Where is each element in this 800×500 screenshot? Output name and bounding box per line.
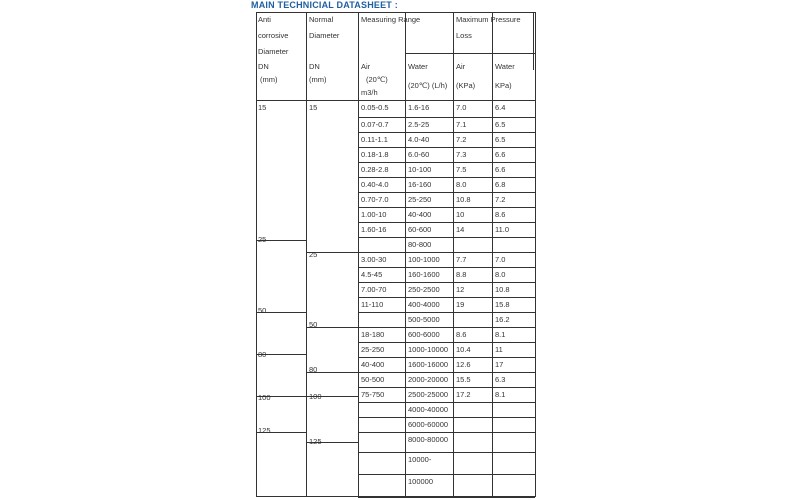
- air-range-cell: 50-500: [361, 375, 385, 384]
- row-line: [358, 372, 535, 373]
- air-range-cell: 18-180: [361, 330, 385, 339]
- water-range-cell: 40-400: [408, 210, 432, 219]
- water-loss-cell: 8.1: [495, 330, 506, 339]
- air-range-cell: 4.5-45: [361, 270, 383, 279]
- header-water-loss-unit: KPa): [495, 81, 512, 90]
- row-line: [358, 177, 535, 178]
- air-loss-cell: 8.0: [456, 180, 467, 189]
- water-loss-cell: 17: [495, 360, 504, 369]
- header-water-loss: Water: [495, 62, 515, 71]
- row-line: [358, 297, 535, 298]
- air-range-cell: 0.40-4.0: [361, 180, 389, 189]
- water-loss-cell: 8.0: [495, 270, 506, 279]
- air-loss-cell: 15.5: [456, 375, 471, 384]
- air-loss-cell: 19: [456, 300, 465, 309]
- header-water-unit: (20℃) (L/h): [408, 81, 448, 90]
- air-range-cell: 1.60-16: [361, 225, 387, 234]
- water-range-cell: 80-800: [408, 240, 432, 249]
- air-range-cell: 0.70-7.0: [361, 195, 389, 204]
- anti-corrosive-dn-value: 25: [258, 235, 267, 244]
- row-line: [358, 147, 535, 148]
- anti-corrosive-dn-value: 50: [258, 306, 267, 315]
- water-loss-cell: 15.8: [495, 300, 510, 309]
- air-loss-cell: 7.0: [456, 103, 467, 112]
- column-line: [535, 12, 536, 497]
- air-loss-cell: 14: [456, 225, 465, 234]
- air-loss-cell: 10: [456, 210, 465, 219]
- water-range-cell: 25-250: [408, 195, 432, 204]
- datasheet-title: MAIN TECHNICIAL DATASHEET :: [251, 0, 398, 10]
- air-loss-cell: 7.3: [456, 150, 467, 159]
- row-line: [358, 327, 535, 328]
- water-range-cell: 250-2500: [408, 285, 440, 294]
- header-air-loss: Air: [456, 62, 466, 71]
- header-divider-line: [492, 53, 535, 54]
- header-max-pressure-loss: Maximum Pressure: [456, 15, 521, 24]
- water-loss-cell: 11.0: [495, 225, 510, 234]
- row-line: [358, 192, 535, 193]
- air-loss-cell: 7.5: [456, 165, 467, 174]
- header-anti-corrosive: Anti: [258, 15, 271, 24]
- row-line: [358, 452, 535, 453]
- water-range-cell: 16-160: [408, 180, 432, 189]
- row-line: [358, 312, 535, 313]
- water-range-cell: 400-4000: [408, 300, 440, 309]
- water-loss-cell: 8.1: [495, 390, 506, 399]
- anti-corrosive-dn-value: 15: [258, 103, 267, 112]
- water-range-cell: 2500-25000: [408, 390, 449, 399]
- anti-corrosive-dn-value: 125: [258, 426, 271, 435]
- water-range-cell: 60-600: [408, 225, 432, 234]
- air-loss-cell: 7.1: [456, 120, 467, 129]
- water-loss-cell: 6.8: [495, 180, 506, 189]
- air-range-cell: 75-750: [361, 390, 385, 399]
- header-normal-diameter: Normal: [309, 15, 334, 24]
- row-line: [358, 117, 535, 118]
- row-line: [358, 357, 535, 358]
- air-range-cell: 7.00-70: [361, 285, 387, 294]
- water-range-cell: 10-100: [408, 165, 432, 174]
- header-mm: (mm): [309, 75, 327, 84]
- header-water: Water: [408, 62, 428, 71]
- air-loss-cell: 8.8: [456, 270, 467, 279]
- header-air: Air: [361, 62, 371, 71]
- water-loss-cell: 6.6: [495, 150, 506, 159]
- column-line: [358, 12, 359, 497]
- anti-corrosive-dn-value: 100: [258, 393, 271, 402]
- normal-dn-value: 15: [309, 103, 318, 112]
- table-top-line: [256, 12, 536, 13]
- normal-dn-value: 50: [309, 320, 318, 329]
- water-loss-cell: 7.0: [495, 255, 506, 264]
- anti-corrosive-dn-value: 80: [258, 350, 267, 359]
- column-line: [256, 12, 257, 497]
- air-loss-cell: 7.2: [456, 135, 467, 144]
- air-loss-cell: 10.8: [456, 195, 471, 204]
- air-loss-cell: 10.4: [456, 345, 471, 354]
- technical-datasheet-table: [256, 12, 536, 497]
- water-range-cell: 160-1600: [408, 270, 440, 279]
- water-range-cell: 600-6000: [408, 330, 440, 339]
- column-line: [453, 12, 454, 497]
- water-range-cell: 1000-10000: [408, 345, 449, 354]
- row-line: [358, 342, 535, 343]
- water-range-cell: 8000-80000: [408, 435, 449, 444]
- header-air-unit: m3/h: [361, 88, 378, 97]
- water-range-cell: 500-5000: [408, 315, 440, 324]
- air-range-cell: 0.28-2.8: [361, 165, 389, 174]
- header-dn: DN: [309, 62, 320, 71]
- header-divider-line: [405, 53, 492, 54]
- header-anti-corrosive: Diameter: [258, 47, 289, 56]
- column-line: [306, 12, 307, 497]
- header-mm: (mm): [260, 75, 278, 84]
- air-range-cell: 25-250: [361, 345, 385, 354]
- water-range-cell: 6000-60000: [408, 420, 449, 429]
- row-line: [358, 252, 535, 253]
- air-range-cell: 11-110: [361, 300, 384, 309]
- water-loss-cell: 6.3: [495, 375, 506, 384]
- table-bottom-line: [256, 496, 536, 497]
- row-line: [358, 432, 535, 433]
- water-loss-cell: 11: [495, 345, 503, 354]
- water-loss-cell: 10.8: [495, 285, 510, 294]
- header-max-pressure-loss: Loss: [456, 31, 472, 40]
- header-air-temp: (20℃): [366, 75, 388, 84]
- water-range-cell: 1600-16000: [408, 360, 449, 369]
- water-loss-cell: 6.5: [495, 135, 506, 144]
- water-range-cell: 1.6-16: [408, 103, 430, 112]
- water-range-cell: 100000: [408, 477, 434, 486]
- air-loss-cell: 7.7: [456, 255, 467, 264]
- air-range-cell: 40-400: [361, 360, 385, 369]
- water-range-cell: 2.5-25: [408, 120, 430, 129]
- air-loss-cell: 8.6: [456, 330, 467, 339]
- column-line: [492, 12, 493, 497]
- water-range-cell: 4000-40000: [408, 405, 449, 414]
- water-range-cell: 4.0-40: [408, 135, 430, 144]
- normal-dn-value: 80: [309, 365, 318, 374]
- air-range-cell: 0.18-1.8: [361, 150, 389, 159]
- row-line: [358, 222, 535, 223]
- air-range-cell: 0.05-0.5: [361, 103, 389, 112]
- row-line: [358, 474, 535, 475]
- water-range-cell: 100-1000: [408, 255, 440, 264]
- water-range-cell: 2000-20000: [408, 375, 449, 384]
- air-range-cell: 1.00-10: [361, 210, 387, 219]
- row-line: [358, 207, 535, 208]
- header-dn: DN: [258, 62, 269, 71]
- water-loss-cell: 6.5: [495, 120, 506, 129]
- row-line: [358, 497, 535, 498]
- air-range-cell: 0.07-0.7: [361, 120, 389, 129]
- normal-dn-value: 25: [309, 250, 318, 259]
- normal-dn-value: 125: [309, 437, 322, 446]
- normal-dn-value: 100: [309, 392, 322, 401]
- header-bottom-line: [256, 100, 536, 101]
- row-line: [358, 267, 535, 268]
- column-line: [405, 12, 406, 497]
- air-range-cell: 3.00-30: [361, 255, 387, 264]
- row-line: [358, 417, 535, 418]
- air-loss-cell: 12: [456, 285, 465, 294]
- water-loss-cell: 8.6: [495, 210, 506, 219]
- row-line: [358, 132, 535, 133]
- air-loss-cell: 17.2: [456, 390, 471, 399]
- water-loss-cell: 6.4: [495, 103, 506, 112]
- water-loss-cell: 7.2: [495, 195, 506, 204]
- row-line: [358, 387, 535, 388]
- air-range-cell: 0.11-1.1: [361, 135, 388, 144]
- air-loss-cell: 12.6: [456, 360, 471, 369]
- water-loss-cell: 16.2: [495, 315, 510, 324]
- header-measuring-range: Measuring Range: [361, 15, 421, 24]
- row-line: [358, 282, 535, 283]
- header-anti-corrosive: corrosive: [258, 31, 289, 40]
- header-normal-diameter: Diameter: [309, 31, 340, 40]
- header-air-loss-unit: (KPa): [456, 81, 476, 90]
- row-line: [358, 402, 535, 403]
- water-range-cell: 10000-: [408, 455, 432, 464]
- water-range-cell: 6.0-60: [408, 150, 430, 159]
- water-loss-cell: 6.6: [495, 165, 506, 174]
- row-line: [358, 237, 535, 238]
- row-line: [358, 162, 535, 163]
